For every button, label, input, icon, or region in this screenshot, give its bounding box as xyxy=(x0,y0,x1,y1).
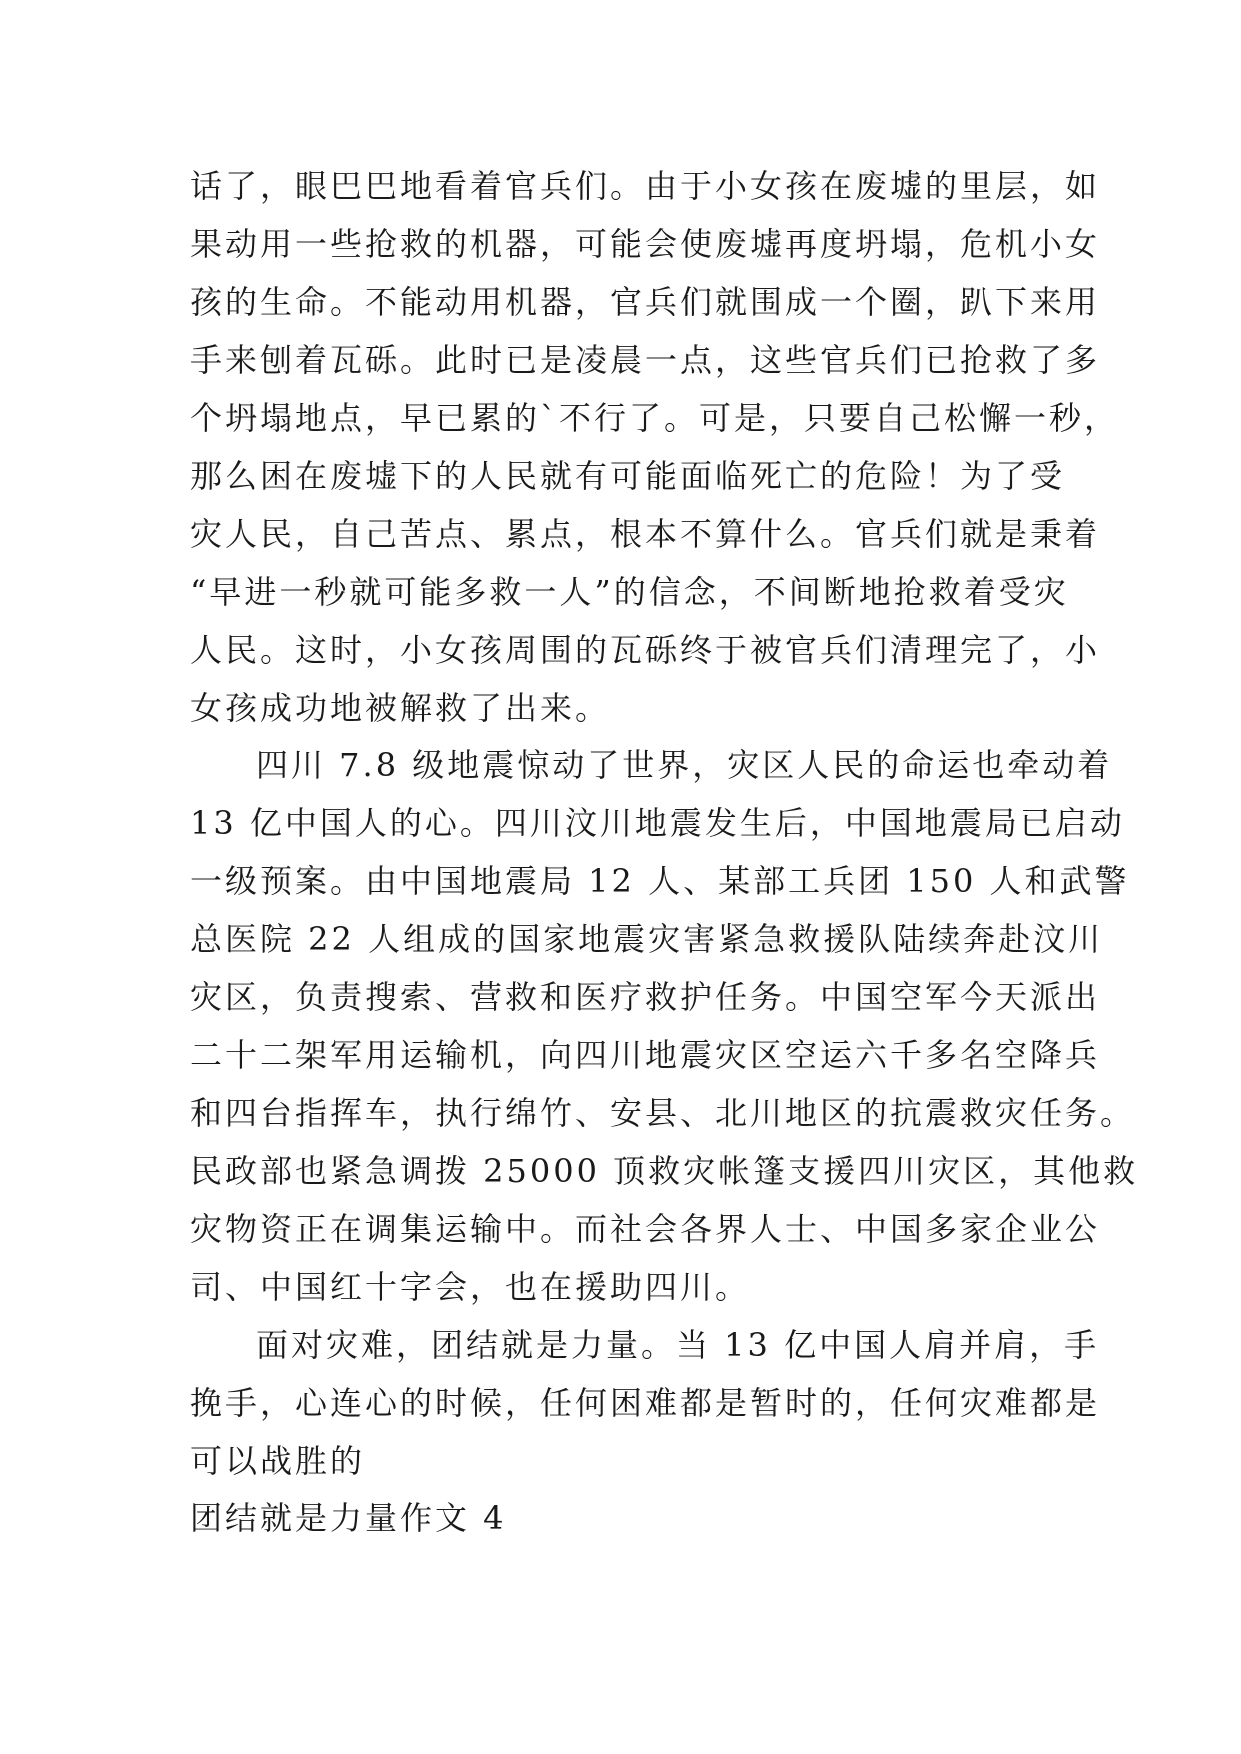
paragraph-line: 四川 7.8 级地震惊动了世界，灾区人民的命运也牵动着 xyxy=(256,746,1113,784)
paragraph-1 xyxy=(190,157,1120,737)
paragraph-line: 孩的生命。不能动用机器，官兵们就围成一个圈，趴下来用 xyxy=(190,283,1101,321)
paragraph-3 xyxy=(190,1316,1101,1490)
paragraph-line: 灾物资正在调集运输中。而社会各界人士、中国多家企业公 xyxy=(190,1210,1101,1248)
paragraph-line: 果动用一些抢救的机器，可能会使废墟再度坍塌，危机小女 xyxy=(190,225,1101,263)
paragraph-line: 话了，眼巴巴地看着官兵们。由于小女孩在废墟的里层，如 xyxy=(190,167,1101,205)
paragraph-line: 总医院 22 人组成的国家地震灾害紧急救援队陆续奔赴汶川 xyxy=(190,920,1104,958)
paragraph-line: “早进一秒就可能多救一人”的信念，不间断地抢救着受灾 xyxy=(190,573,1069,611)
section-heading: 团结就是力量作文 4 xyxy=(190,1499,507,1537)
paragraph-line: 手来刨着瓦砾。此时已是凌晨一点，这些官兵们已抢救了多 xyxy=(190,341,1101,379)
paragraph-2 xyxy=(190,736,1139,1316)
paragraph-line: 13 亿中国人的心。四川汶川地震发生后，中国地震局已启动 xyxy=(190,804,1125,842)
paragraph-line: 那么困在废墟下的人民就有可能面临死亡的危险！为了受 xyxy=(190,457,1066,495)
paragraph-line: 司、中国红十字会，也在援助四川。 xyxy=(190,1268,751,1306)
paragraph-line: 民政部也紧急调拨 25000 顶救灾帐篷支援四川灾区，其他救 xyxy=(190,1152,1139,1190)
paragraph-line: 面对灾难，团结就是力量。当 13 亿中国人肩并肩，手 xyxy=(256,1326,1100,1364)
paragraph-line: 女孩成功地被解救了出来。 xyxy=(190,689,611,727)
paragraph-line: 可以战胜的 xyxy=(190,1442,366,1480)
paragraph-line: 挽手，心连心的时候，任何困难都是暂时的，任何灾难都是 xyxy=(190,1384,1101,1422)
paragraph-line: 灾区，负责搜索、营救和医疗救护任务。中国空军今天派出 xyxy=(190,978,1101,1016)
paragraph-line: 人民。这时，小女孩周围的瓦砾终于被官兵们清理完了，小 xyxy=(190,631,1101,669)
paragraph-line: 灾人民，自己苦点、累点，根本不算什么。官兵们就是秉着 xyxy=(190,515,1101,553)
paragraph-line: 和四台指挥车，执行绵竹、安县、北川地区的抗震救灾任务。 xyxy=(190,1094,1136,1132)
paragraph-line: 个坍塌地点，早已累的`不行了。可是，只要自己松懈一秒， xyxy=(190,399,1120,437)
section-heading-block xyxy=(190,1489,1050,1547)
paragraph-line: 二十二架军用运输机，向四川地震灾区空运六千多名空降兵 xyxy=(190,1036,1101,1074)
paragraph-line: 一级预案。由中国地震局 12 人、某部工兵团 150 人和武警 xyxy=(190,862,1130,900)
